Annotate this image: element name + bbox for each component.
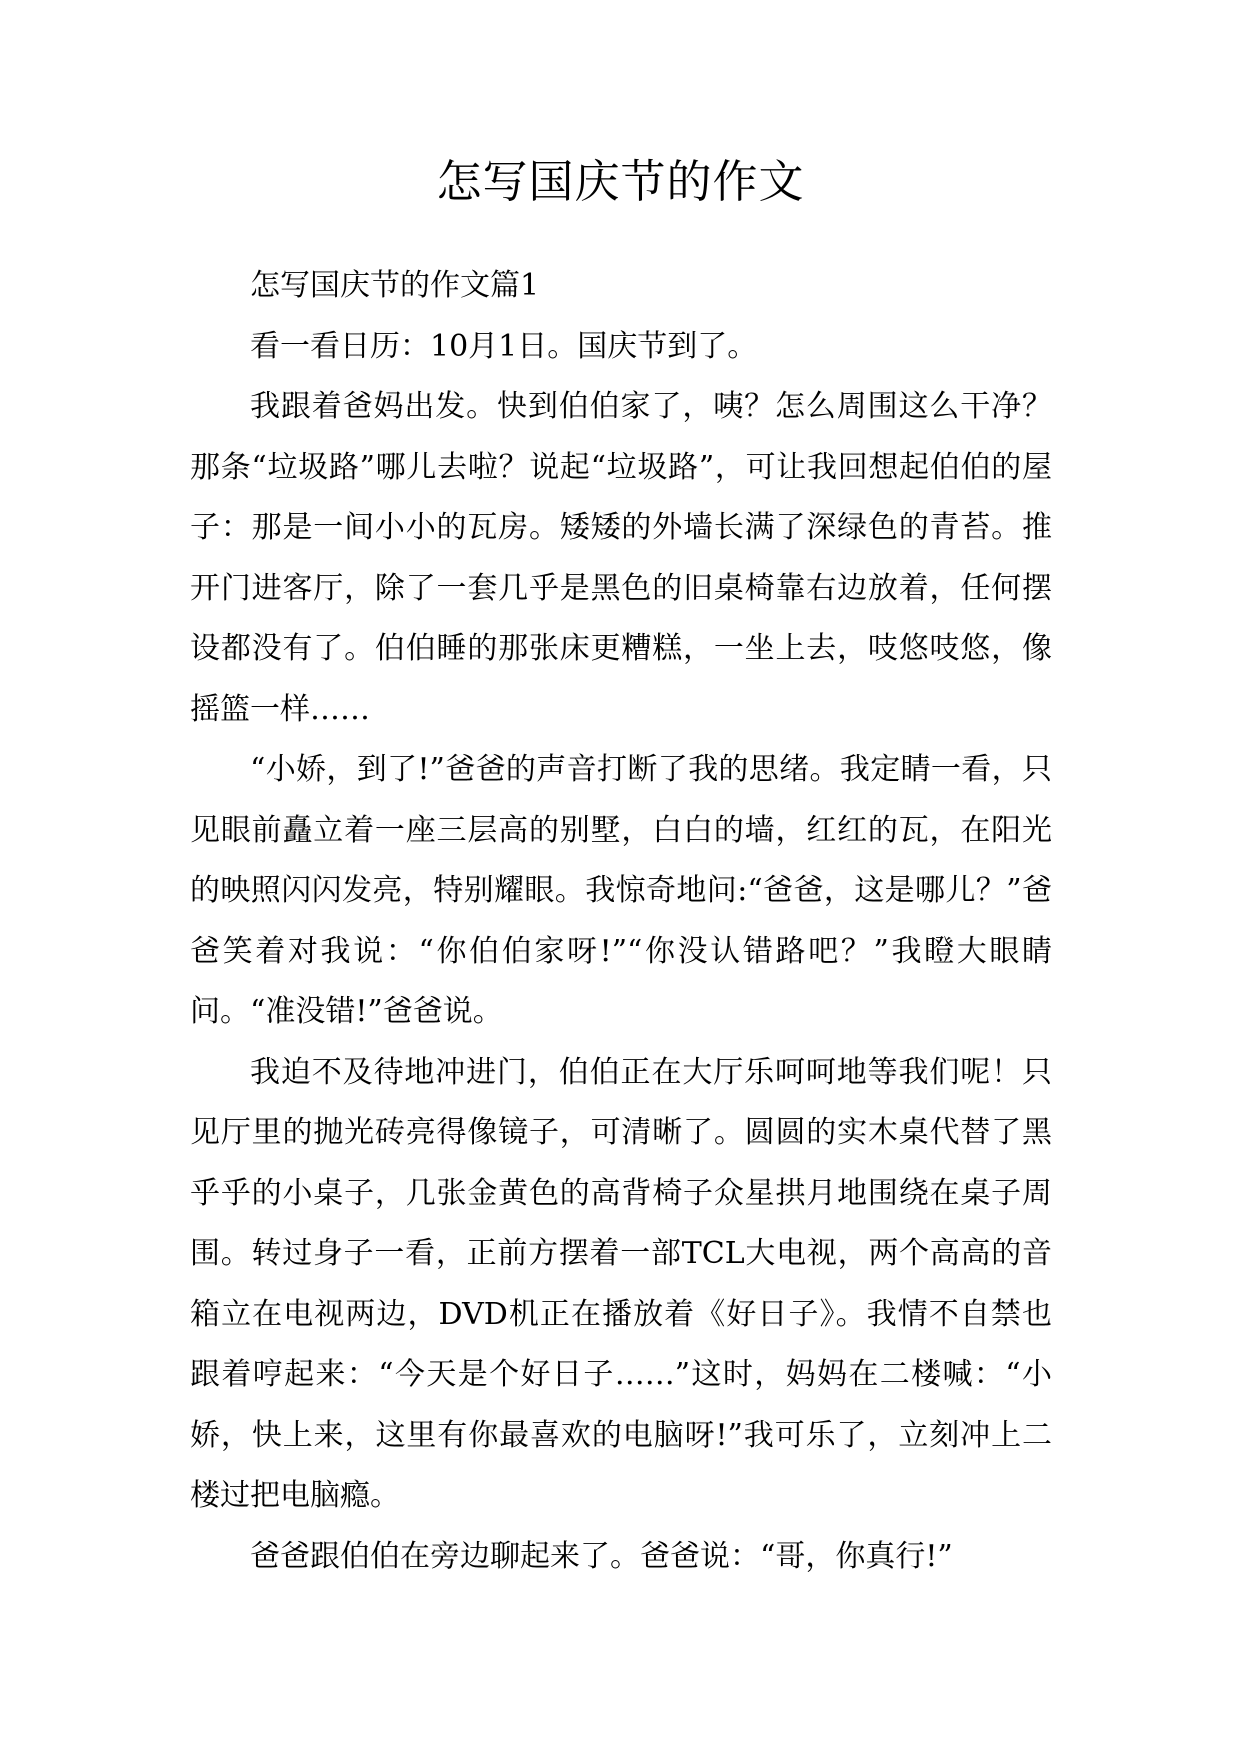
paragraph-living-room: 我迫不及待地冲进门，伯伯正在大厅乐呵呵地等我们呢！只见厅里的抛光砖亮得像镜子，可清晰了。圆圆的实木桌代替了黑乎乎的小桌子，几张金黄色的高背椅子众星拱月地围绕在桌子周围。转过身子一看，正前方摆着一部TCL大电视，两个高高的音箱立在电视两边，DVD机正在播放着《好日子》。我情不自禁也跟着哼起来：“今天是个好日子……”这时，妈妈在二楼喊：“小娇，快上来，这里有你最喜欢的电脑呀!”我可乐了，立刻冲上二楼过把电脑瘾。 <box>190 1054 1052 1513</box>
document-body <box>190 256 1052 1587</box>
paragraph-section-heading: 怎写国庆节的作文篇1 <box>250 268 540 303</box>
paragraph-conversation: 爸爸跟伯伯在旁边聊起来了。爸爸说：“哥，你真行!” <box>250 1538 953 1574</box>
paragraph-arrival: “小娇，到了!”爸爸的声音打断了我的思绪。我定睛一看，只见眼前矗立着一座三层高的别墅，白白的墙，红红的瓦，在阳光的映照闪闪发亮，特别耀眼。我惊奇地问:“爸爸，这是哪儿？”爸爸笑着对我说：“你伯伯家呀!”“你没认错路吧？”我瞪大眼睛问。“准没错!”爸爸说。 <box>190 752 1052 1029</box>
document-title: 怎写国庆节的作文 <box>436 155 805 208</box>
paragraph-date: 看一看日历：10月1日。国庆节到了。 <box>250 328 758 364</box>
paragraph-memory: 我跟着爸妈出发。快到伯伯家了，咦？怎么周围这么干净？那条“垃圾路”哪儿去啦？说起“垃圾路”，可让我回想起伯伯的屋子：那是一间小小的瓦房。矮矮的外墙长满了深绿色的青苔。推开门进客厅，除了一套几乎是黑色的旧桌椅靠右边放着，任何摆设都没有了。伯伯睡的那张床更糟糕，一坐上去，吱悠吱悠，像摇篮一样…… <box>190 389 1052 727</box>
